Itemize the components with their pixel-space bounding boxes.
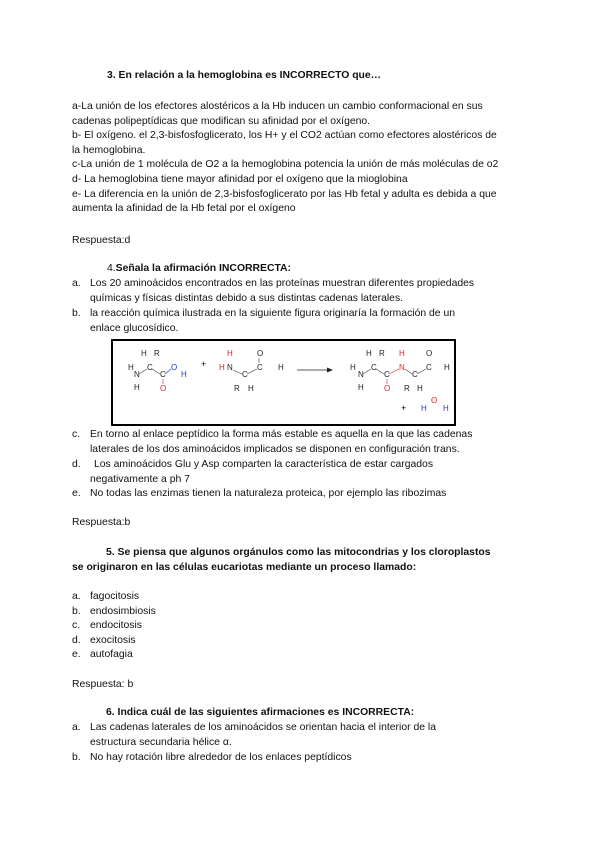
q5-title xyxy=(72,546,542,575)
svg-text:H: H xyxy=(443,404,449,413)
q3-options xyxy=(72,100,542,217)
svg-text:N: N xyxy=(399,363,405,372)
svg-text:H: H xyxy=(350,363,356,372)
svg-text:H: H xyxy=(421,404,427,413)
option-text: No todas las enzimas tienen la naturaleza proteica, por ejemplo las ribozimas xyxy=(90,488,447,499)
svg-text:H: H xyxy=(366,349,372,358)
svg-text:H: H xyxy=(358,383,364,392)
q3-line: b- El oxígeno. el 2,3-bisfosfoglicerato, los H+ y el CO2 actúan como efectores alostéricos de xyxy=(72,130,497,142)
q5-answer: Respuesta: b xyxy=(72,679,134,690)
q4-title-text: Señala la afirmación INCORRECTA: xyxy=(115,263,292,274)
q5-option xyxy=(72,648,530,663)
q3-line: cadenas polipeptídicas que modifican su afinidad por el oxígeno. xyxy=(72,115,371,127)
option-marker: c. xyxy=(72,429,81,440)
option-text: autofagia xyxy=(90,649,133,661)
q3-title: 3. En relación a la hemoglobina es INCORRECTO que… xyxy=(107,70,382,81)
option-text: endosimbiosis xyxy=(90,605,156,617)
q5-title-line: se originaron en las células eucariotas mediante un proceso llamado: xyxy=(72,561,417,573)
option-text: exocitosis xyxy=(90,634,136,646)
svg-text:O: O xyxy=(171,363,178,372)
svg-text:C: C xyxy=(384,370,390,379)
q3-line: aumenta la afinidad de la Hb fetal por el oxígeno xyxy=(72,203,296,215)
q6-option-a xyxy=(72,721,530,750)
svg-text:N: N xyxy=(358,370,364,379)
svg-text:O: O xyxy=(384,384,391,393)
option-marker: e. xyxy=(72,649,81,661)
svg-text:H: H xyxy=(417,384,423,393)
svg-text:O: O xyxy=(160,384,167,393)
option-marker: b. xyxy=(72,308,81,319)
q6-title: 6. Indica cuál de las siguientes afirmaciones es INCORRECTA: xyxy=(106,707,415,718)
q5-option xyxy=(72,619,530,634)
dipeptide xyxy=(350,349,450,393)
svg-text:H: H xyxy=(444,363,450,372)
option-marker: e. xyxy=(72,488,81,499)
svg-text:H: H xyxy=(128,363,134,372)
option-text: fagocitosis xyxy=(90,591,140,602)
option-marker: b. xyxy=(72,605,81,617)
option-marker: d. xyxy=(72,459,81,470)
option-text: laterales de los dos aminoácidos implicados se disponen en configuración trans. xyxy=(90,443,460,455)
option-text: la reacción química ilustrada en la siguiente figura originaría la formación de un xyxy=(90,308,456,319)
q3-line: la hemoglobina. xyxy=(72,144,146,156)
q3-line: a-La unión de los efectores alostéricos a la Hb inducen un cambio conformacional en sus xyxy=(72,101,483,112)
q4-option-b xyxy=(72,307,530,336)
option-marker: a. xyxy=(72,278,81,289)
option-marker: a. xyxy=(72,591,81,602)
svg-text:C: C xyxy=(257,363,263,372)
option-text: endocitosis xyxy=(90,620,142,632)
option-text: químicas y físicas distintas debido a sus distintas cadenas laterales. xyxy=(90,292,404,304)
svg-text:O: O xyxy=(431,396,438,405)
q4-number: 4. xyxy=(107,263,116,274)
option-text: enlace glucosídico. xyxy=(90,322,179,334)
svg-text:C: C xyxy=(242,370,248,379)
q6-option-b xyxy=(72,751,530,766)
plus-sign: + xyxy=(401,403,407,413)
q3-line: d- La hemoglobina tiene mayor afinidad por el oxígeno que la mioglobina xyxy=(72,173,408,185)
q4-option-c xyxy=(72,428,530,457)
q4-option-a xyxy=(72,277,530,306)
option-marker: a. xyxy=(72,722,81,733)
svg-text:O: O xyxy=(426,349,433,358)
svg-text:H: H xyxy=(278,363,284,372)
amino-acid-1 xyxy=(128,349,187,393)
q5-options xyxy=(72,590,530,663)
svg-text:H: H xyxy=(141,349,147,358)
svg-text:R: R xyxy=(379,349,385,358)
option-marker: d. xyxy=(72,634,81,646)
q3-line: e- La diferencia en la unión de 2,3-bisfosfoglicerato por las Hb fetal y adulta es debida a que xyxy=(72,188,497,200)
q5-option xyxy=(72,590,530,605)
option-text: negativamente a ph 7 xyxy=(90,473,190,485)
q5-option xyxy=(72,634,530,649)
svg-text:H: H xyxy=(219,363,225,372)
svg-text:N: N xyxy=(227,363,233,372)
q4-title xyxy=(107,262,291,277)
svg-text:H: H xyxy=(399,349,405,358)
option-marker: c. xyxy=(72,620,81,632)
q3-line: c-La unión de 1 molécula de O2 a la hemoglobina potencia la unión de más moléculas de o2 xyxy=(72,159,499,171)
option-marker: b. xyxy=(72,752,81,763)
q4-answer: Respuesta:b xyxy=(72,517,131,528)
q4-option-e xyxy=(72,487,530,502)
plus-sign: + xyxy=(201,359,207,369)
svg-text:R: R xyxy=(404,384,410,393)
option-text: Los aminoácidos Glu y Asp comparten la característica de estar cargados xyxy=(94,459,434,470)
q4-option-d xyxy=(72,458,530,487)
svg-text:H: H xyxy=(227,349,233,358)
amino-acid-2 xyxy=(219,349,284,393)
water-molecule xyxy=(421,396,449,413)
option-text: En torno al enlace peptídico la forma más estable es aquella en la que las cadenas xyxy=(90,429,473,440)
peptide-bond-reaction-figure xyxy=(111,339,456,426)
svg-text:H: H xyxy=(181,370,187,379)
svg-text:O: O xyxy=(257,349,264,358)
svg-text:H: H xyxy=(134,383,140,392)
q5-option xyxy=(72,605,530,620)
svg-text:N: N xyxy=(134,370,140,379)
option-text: No hay rotación libre alrededor de los enlaces peptídicos xyxy=(90,752,352,763)
svg-text:C: C xyxy=(160,370,166,379)
svg-text:C: C xyxy=(426,363,432,372)
svg-text:R: R xyxy=(154,349,160,358)
q3-answer: Respuesta:d xyxy=(72,235,131,246)
svg-text:C: C xyxy=(412,370,418,379)
svg-text:R: R xyxy=(234,384,240,393)
option-text: Los 20 aminoácidos encontrados en las proteínas muestran diferentes propiedades xyxy=(90,278,475,289)
option-text: Las cadenas laterales de los aminoácidos se orientan hacia el interior de la xyxy=(90,722,436,733)
svg-text:H: H xyxy=(248,384,254,393)
svg-text:C: C xyxy=(147,363,153,372)
svg-text:C: C xyxy=(371,363,377,372)
q5-title-line: 5. Se piensa que algunos orgánulos como las mitocondrias y los cloroplastos xyxy=(106,547,491,558)
option-text: estructura secundaria hélice α. xyxy=(90,736,232,748)
